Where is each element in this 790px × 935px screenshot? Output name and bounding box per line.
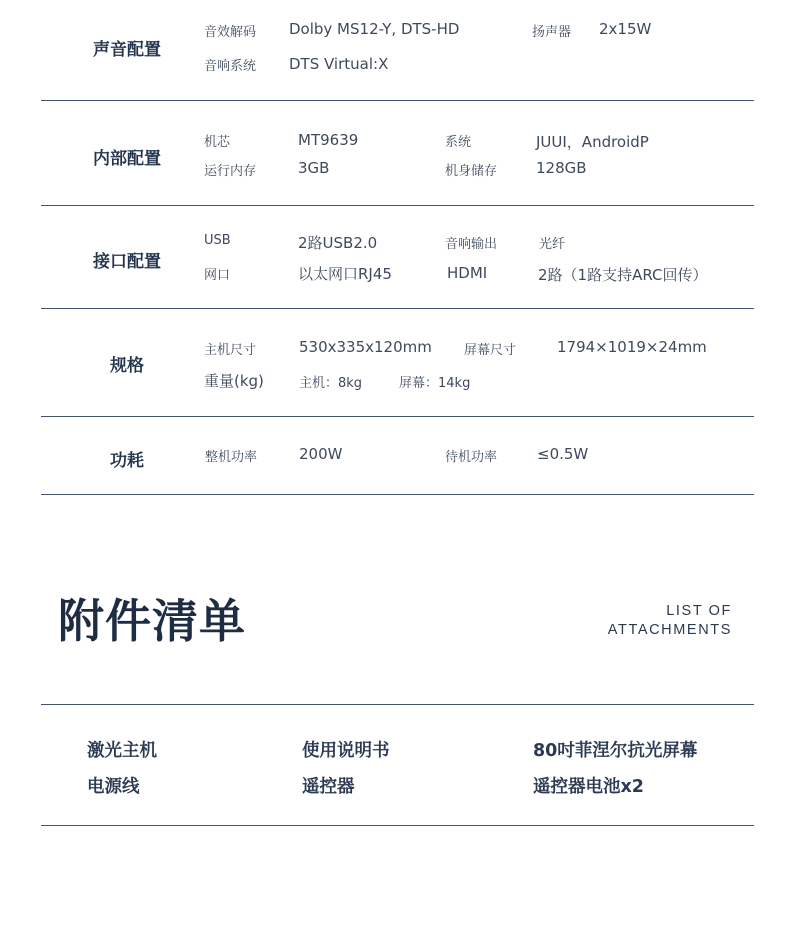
attachment-item: 使用说明书 — [302, 741, 390, 761]
standby-power-label: 待机功率 — [445, 450, 498, 465]
host-size-value: 530x335x120mm — [299, 338, 432, 356]
storage-label: 机身储存 — [445, 164, 498, 179]
attachment-item: 80吋菲涅尔抗光屏幕 — [533, 741, 698, 761]
divider — [41, 825, 754, 826]
usb-value: 2路USB2.0 — [298, 234, 378, 252]
audio-out-value: 光纤 — [539, 237, 566, 252]
divider — [41, 205, 754, 206]
hdmi-value: 2路（1路支持ARC回传） — [538, 266, 708, 284]
hdmi-label: HDMI — [447, 264, 488, 282]
surround-label: 音响系统 — [204, 59, 257, 74]
screen-size-label: 屏幕尺寸 — [464, 343, 517, 358]
attachments-subtitle — [608, 602, 732, 640]
standby-power-value: ≤0.5W — [537, 445, 589, 463]
system-label: 系统 — [445, 135, 472, 150]
attachment-item: 激光主机 — [87, 741, 157, 761]
divider — [41, 100, 754, 101]
attachment-item: 电源线 — [87, 777, 140, 797]
audio-decode-value: Dolby MS12-Y, DTS-HD — [289, 20, 460, 38]
divider — [41, 494, 754, 495]
chip-label: 机芯 — [204, 135, 231, 150]
attachments-subtitle-line2: ATTACHMENTS — [607, 622, 732, 638]
host-size-label: 主机尺寸 — [204, 343, 257, 358]
lan-value: 以太网口RJ45 — [298, 265, 392, 283]
lan-label: 网口 — [204, 268, 231, 283]
screen-weight-value: 屏幕：14kg — [399, 376, 471, 391]
attachment-item: 遥控器电池x2 — [533, 777, 644, 797]
section-title-size: 规格 — [110, 356, 144, 376]
section-title-audio: 声音配置 — [93, 40, 161, 60]
storage-value: 128GB — [536, 159, 587, 177]
attachments-subtitle-line1: LIST OF — [666, 603, 732, 619]
chip-value: MT9639 — [298, 131, 359, 149]
attachment-item: 遥控器 — [302, 777, 355, 797]
ram-label: 运行内存 — [204, 164, 257, 179]
weight-label: 重量(kg) — [204, 372, 264, 390]
full-power-label: 整机功率 — [205, 450, 258, 465]
full-power-value: 200W — [299, 445, 343, 463]
system-value: JUUI，AndroidP — [536, 133, 649, 151]
usb-label: USB — [204, 233, 231, 248]
section-title-internal: 内部配置 — [93, 149, 161, 169]
screen-size-value: 1794×1019×24mm — [557, 338, 707, 356]
host-weight-value: 主机：8kg — [299, 376, 363, 391]
audio-decode-label: 音效解码 — [204, 25, 257, 40]
surround-value: DTS Virtual:X — [289, 55, 389, 73]
section-title-power: 功耗 — [110, 451, 144, 471]
ram-value: 3GB — [298, 159, 330, 177]
speaker-label: 扬声器 — [532, 25, 572, 40]
section-title-ports: 接口配置 — [93, 252, 161, 272]
speaker-value: 2x15W — [599, 20, 652, 38]
audio-out-label: 音响输出 — [445, 237, 498, 252]
divider — [41, 308, 754, 309]
attachments-title: 附件清单 — [58, 594, 246, 648]
divider — [41, 416, 754, 417]
divider — [41, 704, 754, 705]
